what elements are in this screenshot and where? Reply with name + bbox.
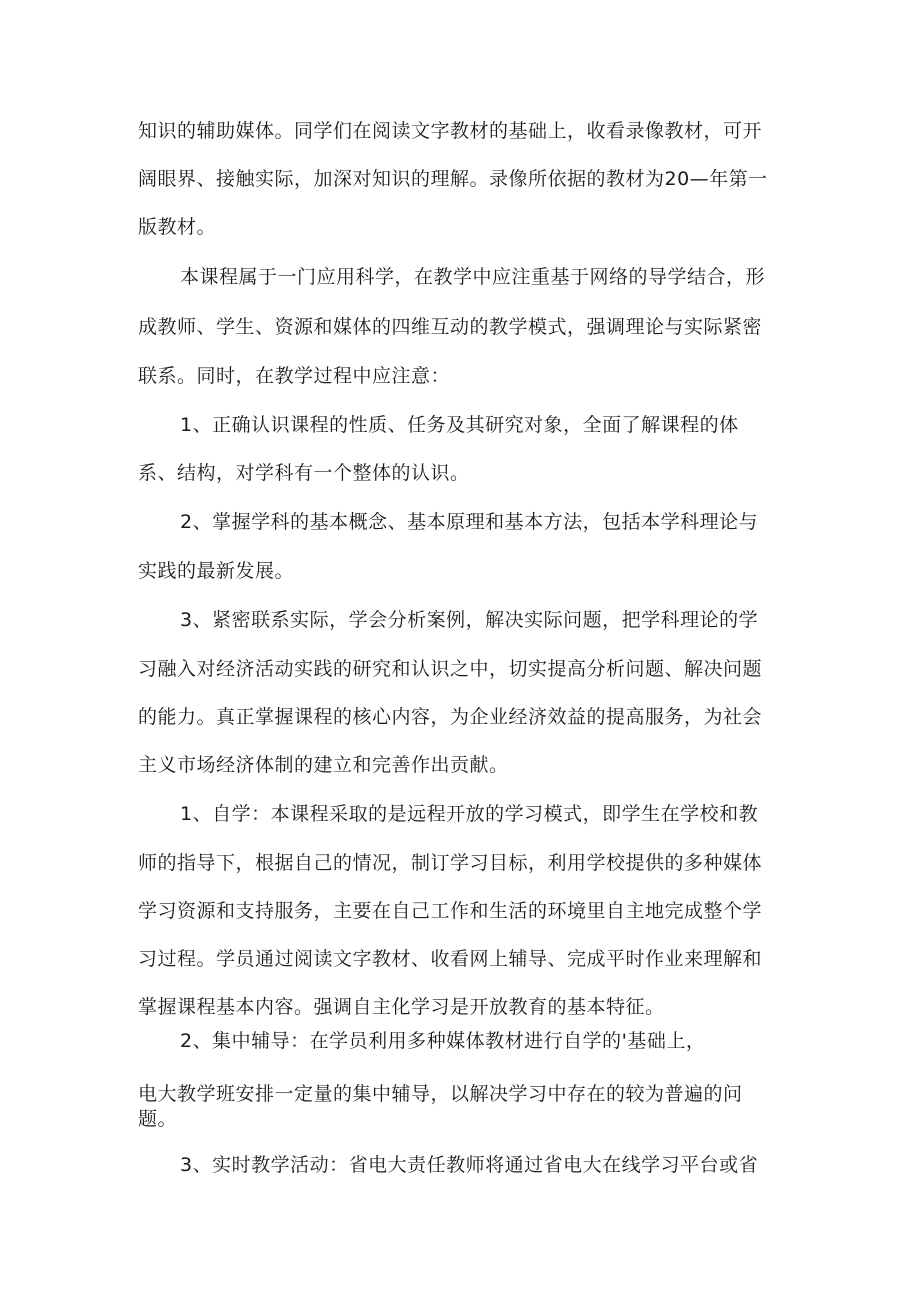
text-line: 学习资源和支持服务，主要在自己工作和生活的环境里自主地完成整个学	[138, 900, 763, 922]
text-line: 本课程属于一门应用科学，在教学中应注重基于网络的导学结合，形	[180, 266, 766, 288]
text-line: 习过程。学员通过阅读文字教材、收看网上辅导、完成平时作业来理解和	[138, 948, 763, 970]
text-line: 成教师、学生、资源和媒体的四维互动的教学模式，强调理论与实际紧密	[138, 316, 763, 338]
text-line: 2、掌握学科的基本概念、基本原理和基本方法，包括本学科理论与	[180, 511, 759, 533]
text-line: 2、集中辅导：在学员利用多种媒体教材进行自学的'基础上，	[180, 1030, 706, 1052]
text-line: 习融入对经济活动实践的研究和认识之中，切实提高分析问题、解决问题	[138, 658, 763, 680]
text-line: 实践的最新发展。	[138, 560, 295, 582]
text-line: 1、自学：本课程采取的是远程开放的学习模式，即学生在学校和教	[180, 803, 759, 825]
text-line: 题。	[138, 1108, 178, 1130]
text-line: 3、实时教学活动：省电大责任教师将通过省电大在线学习平台或省	[180, 1154, 759, 1176]
text-line: 系、结构，对学科有一个整体的认识。	[138, 462, 470, 484]
text-line: 掌握课程基本内容。强调自主化学习是开放教育的基本特征。	[138, 996, 665, 1018]
text-line: 知识的辅助媒体。同学们在阅读文字教材的基础上，收看录像教材，可开	[138, 120, 763, 142]
text-line: 版教材。	[138, 216, 217, 238]
text-line: 师的指导下，根据自己的情况，制订学习目标，利用学校提供的多种媒体	[138, 852, 763, 874]
text-line: 3、紧密联系实际，学会分析案例，解决实际问题，把学科理论的学	[180, 609, 759, 631]
text-line: 电大教学班安排一定量的集中辅导，以解决学习中存在的较为普遍的问	[138, 1083, 743, 1105]
text-line: 阔眼界、接触实际，加深对知识的理解。录像所依据的教材为20—年第一	[138, 168, 768, 190]
text-line: 联系。同时，在教学过程中应注意：	[138, 365, 451, 387]
text-line: 1、正确认识课程的性质、任务及其研究对象，全面了解课程的体	[180, 414, 739, 436]
text-line: 主义市场经济体制的建立和完善作出贡献。	[138, 754, 509, 776]
text-line: 的能力。真正掌握课程的核心内容，为企业经济效益的提高服务，为社会	[138, 706, 763, 728]
